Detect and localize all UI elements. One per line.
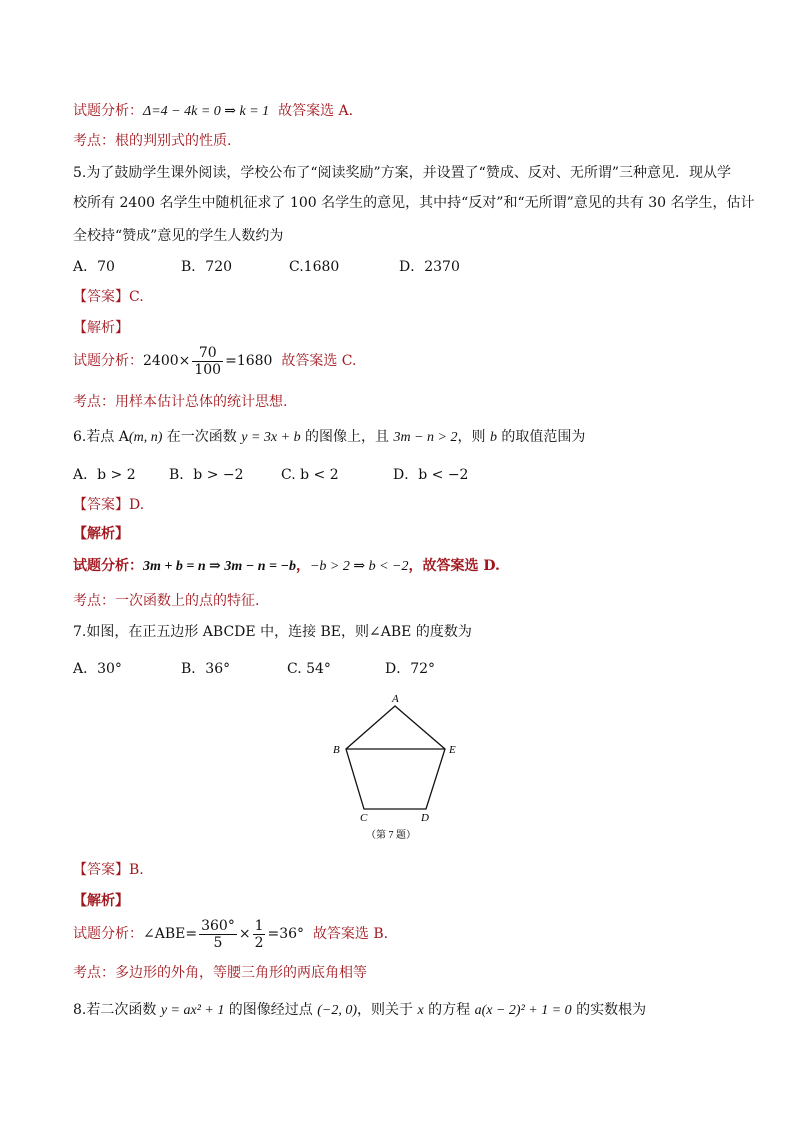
q7-jiexi-heading: 【解析】: [73, 893, 129, 909]
q8-stem-text: 8.若二次函数: [73, 1002, 161, 1018]
q6-options: [73, 465, 468, 485]
analysis-expression: Δ=4 − 4k = 0 ⇒ k = 1: [143, 104, 270, 119]
q8-stem-text: 的实数根为: [571, 1002, 647, 1018]
q5-stem-line3: 全校持“赞成”意见的学生人数约为: [73, 228, 284, 244]
fraction-numerator: 1: [254, 917, 264, 934]
q6-point-mn: (m, n): [128, 430, 163, 445]
q6-stem-text: ，则: [457, 429, 490, 445]
q6-function: y = 3x + b: [241, 430, 301, 445]
vertex-label-b: B: [333, 744, 340, 756]
fraction-numerator: 360°: [201, 917, 235, 934]
pentagon-figure: [320, 690, 480, 850]
q7-stem: 7.如图，在正五边形 ABCDE 中，连接 BE，则∠ABE 的度数为: [73, 624, 472, 640]
q6-variable-b: b: [489, 430, 497, 445]
q6-stem-text: 的取值范围为: [496, 429, 586, 445]
q5-stem-line1: 5.为了鼓励学生课外阅读，学校公布了“阅读奖励”方案，并设置了“赞成、反对、无所谓”三种意见．现从学: [73, 165, 731, 181]
times-sign: ×: [238, 926, 251, 942]
q6-option-c: C. b < 2: [281, 467, 339, 483]
analysis-label: 试题分析：: [73, 558, 143, 574]
expr-right: =1680: [225, 353, 273, 369]
q4-analysis: [73, 101, 353, 122]
q5-point: 考点：用样本估计总体的统计思想.: [73, 394, 288, 410]
q5-option-c: C.1680: [289, 259, 340, 275]
q6-option-b: B．b > −2: [169, 467, 244, 483]
q6-inequality: 3m − n > 2: [393, 430, 458, 445]
q8-function: y = ax² + 1: [160, 1003, 225, 1018]
expr-right: =36°: [267, 926, 305, 942]
fraction-360-over-5: [199, 918, 237, 951]
analysis-label: 试题分析：: [73, 926, 143, 942]
q6-point: 考点：一次函数上的点的特征.: [73, 593, 260, 609]
q7-option-d: D．72°: [385, 661, 436, 677]
q8-point: (−2, 0): [317, 1003, 358, 1018]
q8-equation: a(x − 2)² + 1 = 0: [474, 1003, 572, 1018]
analysis-label: 试题分析：: [73, 103, 143, 119]
q8-stem-text: 的方程: [423, 1002, 475, 1018]
vertex-label-a: A: [392, 693, 399, 705]
q5-stem-line2: 校所有 2400 名学生中随机征求了 100 名学生的意见，其中持“反对”和“无所谓”意见的共有 30 名学生，估计: [73, 195, 755, 211]
q6-stem: [73, 427, 585, 448]
analysis-conclusion: ，故答案选 D.: [408, 558, 500, 574]
q6-analysis: [73, 556, 500, 577]
analysis-conclusion: 故答案选 A.: [278, 103, 354, 119]
q5-analysis: [73, 344, 356, 378]
q5-answer: 【答案】C.: [73, 289, 144, 305]
expr-left: 2400×: [143, 353, 191, 369]
fraction-numerator: 70: [192, 345, 223, 362]
analysis-separator: ，: [295, 558, 310, 574]
analysis-expression-2: −b > 2 ⇒ b < −2: [309, 559, 409, 574]
expr-left: ∠ABE=: [143, 926, 198, 942]
figure-caption: （第 7 题）: [366, 830, 416, 841]
q6-option-d: D．b < −2: [393, 467, 469, 483]
q4-point: 考点：根的判别式的性质.: [73, 133, 232, 149]
q7-answer: 【答案】B.: [73, 862, 144, 878]
analysis-label: 试题分析：: [73, 353, 143, 369]
q7-option-b: B．36°: [181, 661, 231, 677]
q7-analysis: [73, 915, 388, 953]
q7-options: [73, 659, 435, 679]
analysis-expression-1: 3m + b = n ⇒ 3m − n = −b: [143, 559, 296, 574]
pentagon-abcde: [346, 706, 445, 809]
fraction-denominator: 100: [194, 361, 222, 378]
fraction-denominator: 2: [254, 934, 264, 951]
q8-stem-text: ，则关于: [357, 1002, 418, 1018]
vertex-label-e: E: [449, 744, 456, 756]
q5-jiexi-heading: 【解析】: [73, 320, 129, 336]
q6-option-a: A．b > 2: [73, 467, 136, 483]
q8-stem: [73, 1000, 646, 1021]
q8-variable-x: x: [417, 1003, 424, 1018]
q5-option-a: A．70: [73, 259, 115, 275]
fraction-1-over-2: [253, 918, 266, 951]
q6-answer: 【答案】D.: [73, 497, 145, 513]
q7-point: 考点：多边形的外角，等腰三角形的两底角相等: [73, 965, 367, 981]
q6-stem-text: 的图像上，且: [300, 429, 394, 445]
q7-option-a: A．30°: [73, 661, 122, 677]
q6-stem-text: 6.若点 A: [73, 429, 129, 445]
q5-option-b: B．720: [181, 259, 233, 275]
q7-option-c: C. 54°: [287, 661, 331, 677]
q6-stem-text: 在一次函数: [162, 429, 242, 445]
analysis-conclusion: 故答案选 B.: [312, 926, 389, 942]
vertex-label-d: D: [421, 812, 429, 824]
fraction-denominator: 5: [213, 934, 223, 951]
vertex-label-c: C: [360, 812, 368, 824]
q6-jiexi-heading: 【解析】: [73, 526, 129, 542]
q8-stem-text: 的图像经过点: [224, 1002, 318, 1018]
q5-option-d: D．2370: [399, 259, 460, 275]
q5-options: [73, 257, 460, 277]
analysis-conclusion: 故答案选 C.: [281, 353, 357, 369]
fraction-70-over-100: [192, 345, 223, 378]
